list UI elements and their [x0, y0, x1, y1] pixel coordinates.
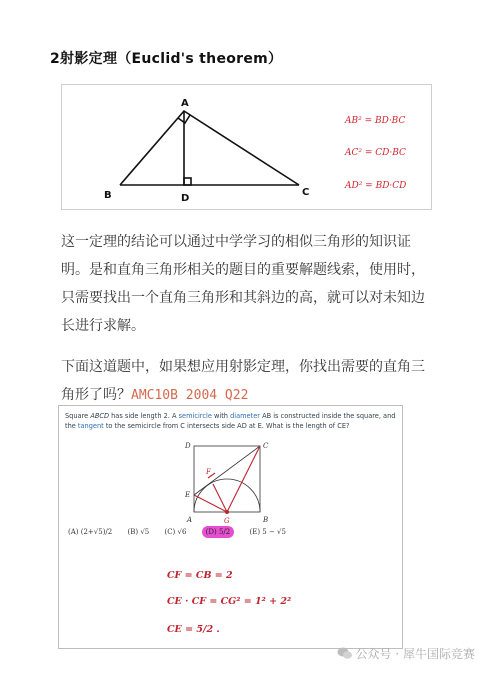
answer-choices	[68, 528, 299, 536]
choice-b: (B) √5	[127, 528, 150, 536]
label-c: C	[263, 442, 269, 450]
vertex-label-d: D	[181, 193, 190, 204]
label-d: D	[185, 442, 191, 450]
formula-ac: AC² = CD·BC	[345, 148, 406, 158]
formula-ad: AD² = BD·CD	[345, 181, 407, 191]
label-f: F	[206, 468, 211, 476]
amc-problem-image	[58, 405, 403, 649]
vertex-label-a: A	[181, 98, 189, 109]
segment-eg	[194, 495, 227, 512]
label-e: E	[185, 491, 191, 499]
explanation-paragraph: 这一定理的结论可以通过中学学习的相似三角形的知识证明。是和直角三角形相关的题目的重要解题线索，使用时，只需要找出一个直角三角形和其斜边的高，就可以对未知边长进行求解。	[61, 234, 425, 334]
label-g: G	[224, 517, 230, 525]
square-semicircle-diagram	[177, 434, 277, 526]
label-b: B	[263, 516, 269, 524]
handwritten-line-3: CE = 5/2 .	[167, 624, 220, 635]
choice-a: (A) (2+√5)/2	[68, 528, 113, 536]
handwritten-line-2: CE · CF = CG² = 1² + 2²	[167, 596, 292, 607]
wechat-icon	[337, 647, 353, 663]
vertex-label-c: C	[302, 187, 310, 198]
right-angle-mark-d	[184, 178, 191, 185]
semicircle-link[interactable]: semicircle	[178, 412, 212, 420]
problem-source-link[interactable]: AMC10B 2004 Q22	[131, 388, 249, 403]
tangent-line-ce	[194, 446, 260, 495]
formula-ab: AB² = BD·BC	[345, 116, 406, 126]
section-heading: 2射影定理（Euclid's theorem）	[50, 51, 283, 67]
question-paragraph	[61, 353, 433, 410]
vertex-label-b: B	[104, 190, 112, 201]
choice-d: (D) 5/2	[202, 526, 235, 538]
problem-statement: Square ABCD has side length 2. A semicircle with diameter AB is constructed inside the square, and the tangent to the semicircle from C intersects side AD at E. What is the length of CE?	[65, 412, 396, 430]
right-triangle-diagram	[62, 85, 431, 209]
handwritten-line-1: CF = CB = 2	[167, 570, 233, 581]
semicircle	[194, 479, 260, 512]
choice-c: (C) √6	[164, 528, 187, 536]
point-g	[225, 510, 229, 514]
triangle-legs	[120, 111, 299, 185]
tangent-link[interactable]: tangent	[77, 421, 104, 430]
choice-e: (E) 5 − √5	[249, 528, 286, 536]
question-text: 下面这道题中，如果想应用射影定理，你找出需要的直角三角形了吗？	[61, 359, 425, 403]
wechat-watermark	[337, 645, 475, 663]
diameter-link[interactable]: diameter	[230, 412, 260, 420]
projection-theorem-figure	[61, 84, 432, 210]
watermark-text: 公众号 · 犀牛国际竞赛	[355, 647, 475, 661]
label-a: A	[187, 516, 193, 524]
